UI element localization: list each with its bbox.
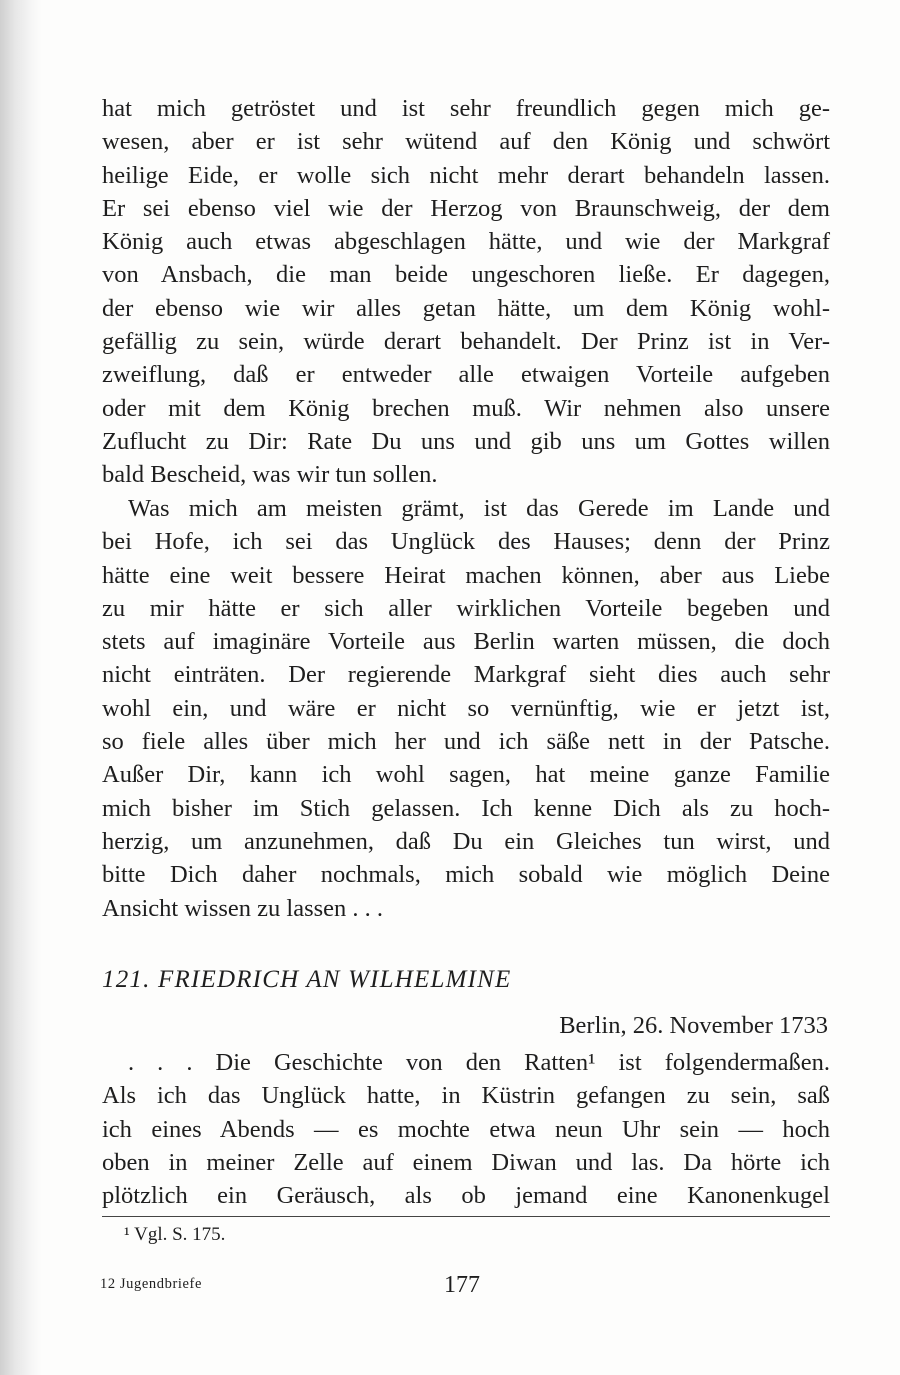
- text-line: ich eines Abends — es mochte etwa neun Uhr sein — hoch: [102, 1115, 830, 1143]
- text-line: Zuflucht zu Dir: Rate Du uns und gib uns um Gottes willen: [102, 427, 830, 455]
- paragraph-rats-story: [102, 1046, 830, 1212]
- text-line: mich bisher im Stich gelassen. Ich kenne Dich als zu hoch-: [102, 794, 830, 822]
- text-line: gefällig zu sein, würde derart behandelt. Der Prinz ist in Ver-: [102, 328, 830, 356]
- gutter-shadow: [0, 0, 42, 1375]
- text-line: Außer Dir, kann ich wohl sagen, hat meine ganze Familie: [102, 761, 830, 789]
- text-line: hätte eine weit bessere Heirat machen können, aber aus Liebe: [102, 561, 830, 589]
- printer-signature: 12 Jugendbriefe: [100, 1276, 203, 1292]
- text-line: bald Bescheid, was wir tun sollen.: [102, 461, 438, 489]
- page-number: 177: [444, 1272, 480, 1298]
- text-line: der ebenso wie wir alles getan hätte, um dem König wohl-: [102, 294, 830, 322]
- letter-dateline: Berlin, 26. November 1733: [559, 1012, 828, 1039]
- text-line: hat mich getröstet und ist sehr freundlich gegen mich ge-: [102, 95, 830, 122]
- text-line: zweiflung, daß er entweder alle etwaigen Vorteile aufgeben: [102, 361, 830, 389]
- paragraph-grievance: [102, 492, 830, 925]
- text-line: von Ansbach, die man beide ungeschoren ließe. Er dagegen,: [102, 261, 830, 289]
- text-line: heilige Eide, er wolle sich nicht mehr derart behandeln lassen.: [102, 161, 830, 189]
- text-line: bei Hofe, ich sei das Unglück des Hauses; denn der Prinz: [102, 528, 830, 556]
- text-line: wesen, aber er ist sehr wütend auf den König und schwört: [102, 128, 830, 156]
- paragraph-continued-letter: [102, 92, 830, 492]
- text-line: Was mich am meisten grämt, ist das Gerede im Lande und: [128, 495, 830, 522]
- text-line: stets auf imaginäre Vorteile aus Berlin warten müssen, die doch: [102, 628, 830, 656]
- text-line: Er sei ebenso viel wie der Herzog von Braunschweig, der dem: [102, 194, 830, 222]
- text-line: Als ich das Unglück hatte, in Küstrin gefangen zu sein, saß: [102, 1082, 830, 1110]
- letter-heading: 121. FRIEDRICH AN WILHELMINE: [102, 966, 512, 993]
- footnote-divider: [102, 1216, 830, 1217]
- text-line: so fiele alles über mich her und ich säße nett in der Patsche.: [102, 728, 830, 756]
- text-line: plötzlich ein Geräusch, als ob jemand eine Kanonenkugel: [102, 1182, 830, 1210]
- text-line: Ansicht wissen zu lassen . . .: [102, 894, 384, 922]
- text-line: oben in meiner Zelle auf einem Diwan und las. Da hörte ich: [102, 1148, 830, 1176]
- text-line: wohl ein, und wäre er nicht so vernünftig, wie er jetzt ist,: [102, 694, 830, 722]
- text-line: . . . Die Geschichte von den Ratten¹ ist folgendermaßen.: [128, 1049, 830, 1076]
- footnote: ¹ Vgl. S. 175.: [124, 1224, 226, 1245]
- text-line: oder mit dem König brechen muß. Wir nehmen also unsere: [102, 394, 830, 422]
- text-line: herzig, um anzunehmen, daß Du ein Gleiches tun wirst, und: [102, 827, 830, 855]
- text-line: zu mir hätte er sich aller wirklichen Vorteile begeben und: [102, 594, 830, 622]
- text-line: König auch etwas abgeschlagen hätte, und wie der Markgraf: [102, 228, 830, 256]
- text-line: nicht einträten. Der regierende Markgraf sieht dies auch sehr: [102, 661, 830, 689]
- text-line: bitte Dich daher nochmals, mich sobald wie möglich Deine: [102, 861, 830, 889]
